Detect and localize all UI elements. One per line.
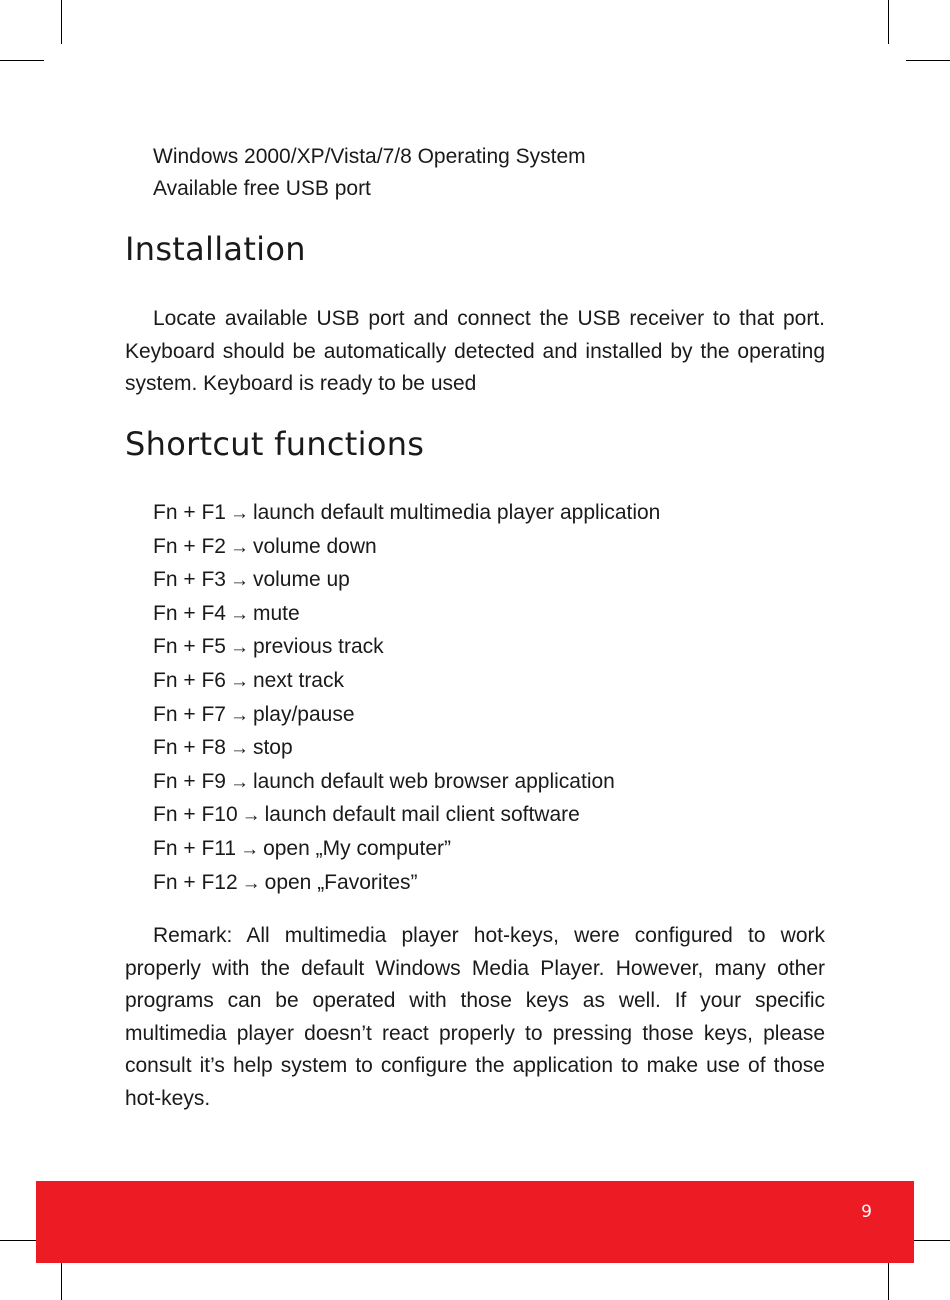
arrow-right-icon: → [241,872,261,894]
arrow-right-icon: → [229,670,249,692]
shortcut-item [153,598,660,632]
shortcut-action: mute [252,601,300,625]
shortcut-key: Fn + F3 [153,568,226,592]
shortcut-action: open „My computer” [263,836,451,860]
shortcut-item [153,631,660,665]
shortcut-item [153,497,660,531]
arrow-right-icon: → [240,838,260,860]
shortcut-action: launch default mail client software [264,803,580,827]
shortcut-key: Fn + F5 [153,635,226,659]
shortcut-key: Fn + F8 [153,736,226,760]
shortcut-item [153,766,660,800]
shortcut-key: Fn + F1 [153,501,226,524]
crop-mark [61,0,62,44]
shortcut-item [153,732,660,766]
shortcut-item [153,531,660,565]
crop-mark [0,60,44,61]
requirement-os: Windows 2000/XP/Vista/7/8 Operating System [153,145,586,168]
arrow-right-icon: → [241,805,261,827]
shortcut-action: play/pause [252,702,355,726]
crop-mark [906,60,950,61]
installation-text: Locate available USB port and connect the USB receiver to that port. Keyboard should be automatically detected and installed by the operating system. Keyboard is ready to be used [125,307,825,395]
requirement-usb: Available free USB port [153,177,371,200]
arrow-right-icon: → [229,771,249,793]
shortcut-action: previous track [252,635,384,659]
shortcut-action: launch default multimedia player application [252,501,661,524]
shortcut-item [153,867,660,901]
shortcut-item [153,799,660,833]
crop-mark [888,0,889,44]
shortcut-item [153,665,660,699]
shortcut-functions-heading: Shortcut functions [125,425,425,463]
shortcut-list [153,497,660,900]
shortcut-key: Fn + F4 [153,601,226,625]
shortcut-key: Fn + F2 [153,534,226,558]
arrow-right-icon: → [229,503,249,524]
shortcut-action: launch default web browser application [252,769,615,793]
shortcut-key: Fn + F7 [153,702,226,726]
shortcut-item [153,564,660,598]
footer-bar [36,1181,914,1263]
shortcut-item [153,833,660,867]
shortcut-key: Fn + F12 [153,870,238,894]
shortcut-key: Fn + F11 [153,836,237,860]
arrow-right-icon: → [229,637,249,659]
shortcut-key: Fn + F9 [153,769,226,793]
remark-text: Remark: All multimedia player hot-keys, were configured to work properly with the default Windows Media Player. However, many other programs can be operated with those keys as well. If your specific multimedia player doesn’t react properly to pressing those keys, please consult it’s help system to configure the application to make use of those hot-keys. [125,924,825,1110]
shortcut-item [153,699,660,733]
shortcut-action: volume down [252,534,377,558]
arrow-right-icon: → [229,570,249,592]
arrow-right-icon: → [229,738,249,760]
arrow-right-icon: → [229,704,249,726]
shortcut-action: volume up [252,568,350,592]
arrow-right-icon: → [229,603,249,625]
installation-heading: Installation [125,230,306,268]
shortcut-action: stop [252,736,293,760]
shortcut-action: next track [252,668,344,692]
shortcut-key: Fn + F6 [153,668,226,692]
shortcut-key: Fn + F10 [153,803,238,827]
arrow-right-icon: → [229,536,249,558]
page-number: 9 [861,1202,872,1222]
shortcut-action: open „Favorites” [264,870,418,894]
